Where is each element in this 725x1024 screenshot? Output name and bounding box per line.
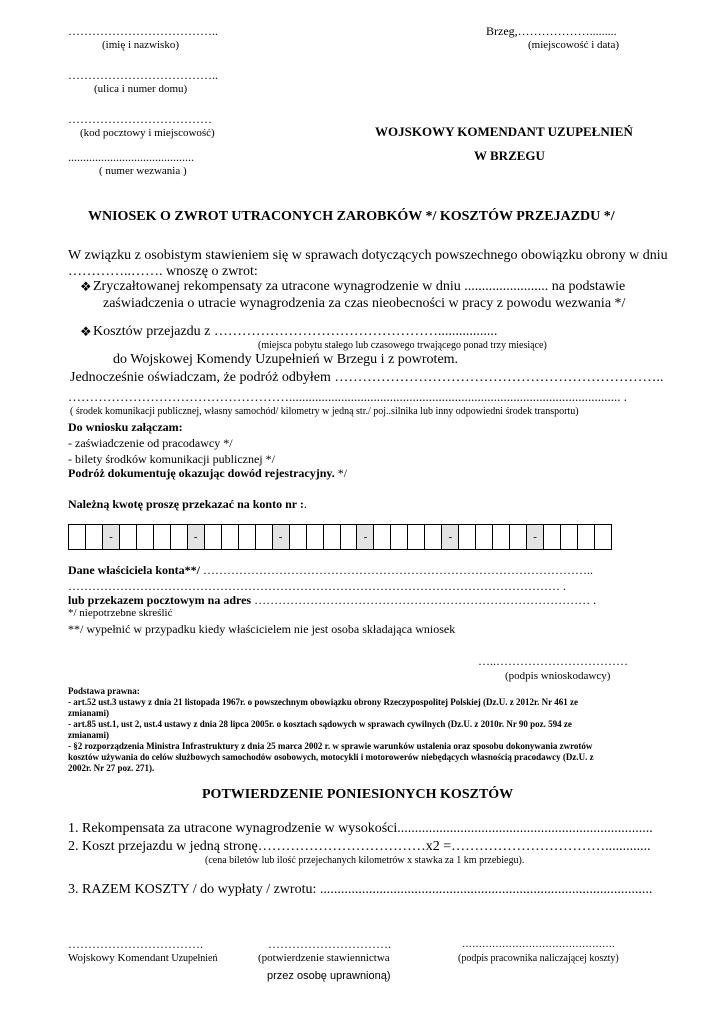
account-separator-cell: - [103,525,120,549]
account-digit-cell[interactable] [205,525,222,549]
account-digit-cell[interactable] [374,525,391,549]
attendance-signature-dots: …………………………. [268,937,391,951]
account-digit-cell[interactable] [341,525,358,549]
attachments-heading: Do wniosku załączam: [68,420,183,434]
account-digit-cell[interactable] [493,525,510,549]
account-digit-cell[interactable] [391,525,408,549]
account-digit-cell[interactable] [578,525,595,549]
account-separator-cell: - [188,525,205,549]
place-date-label: (miejscowość i data) [528,39,620,51]
street-dots: ……………………………….. [68,68,218,82]
commander-label-suffix: Uzupełnień [168,953,218,964]
summons-dots: .......................................... [68,150,194,164]
diamond-bullet-icon: ❖ [80,324,92,339]
form-title: WNIOSEK O ZWROT UTRACONYCH ZAROBKÓW */ KOSZTÓW PRZEJAZDU */ [88,209,615,224]
account-separator-cell: - [273,525,290,549]
account-separator-cell: - [442,525,459,549]
account-number-grid[interactable] [68,524,612,550]
attachment-tickets: - bilety środków komunikacji publicznej */ [68,452,275,466]
account-digit-cell[interactable] [239,525,256,549]
account-digit-cell[interactable] [256,525,273,549]
legal-basis-1a: - art.52 ust.3 ustawy z dnia 21 listopada 1967r. o powszechnym obowiązku obrony Rzeczypospolitej Polskiej (Dz.U. z 2012r. Nr 461 ze [68,697,578,707]
account-digit-cell[interactable] [307,525,324,549]
account-separator-cell: - [357,525,374,549]
street-label: (ulica i numer domu) [94,83,188,95]
applicant-signature-dots: …..…………………………… [478,654,628,668]
item-travel-line1: Kosztów przejazdu z …………………………………………................. [93,324,498,339]
account-digit-cell[interactable] [290,525,307,549]
legal-basis-2b: zmianami) [68,730,109,740]
commander-label: Wojskowy Komendant [68,952,169,964]
diamond-bullet-icon: ❖ [80,279,92,294]
confirmation-row-compensation: 1. Rekompensata za utracone wynagrodzenie w wysokości......................................................................... [68,821,653,836]
applicant-signature-label: (podpis wnioskodawcy) [505,670,611,682]
clerk-label: (podpis pracownika naliczającej koszty) [458,953,619,964]
owner-dots: …………………………………………………………………………………….. [200,563,593,577]
account-digit-cell[interactable] [120,525,137,549]
account-digit-cell[interactable] [561,525,578,549]
postal-label: (kod pocztowy i miejscowość) [80,127,215,139]
recipient-line1: WOJSKOWY KOMENDANT UZUPEŁNIEŃ [375,124,633,139]
postal-dots: ……………………………… [68,112,212,126]
travel-statement-line2: ……………………………………………...................................................................................................... . [68,389,627,404]
footnote-strike: */ niepotrzebne skreślić [68,607,173,619]
legal-basis-1b: zmianami) [68,708,109,718]
recipient-line2: W BRZEGU [474,148,545,163]
account-separator-cell: - [527,525,544,549]
intro-line1: W związku z osobistym stawieniem się w sprawach dotyczących powszechnego obowiązku obrony w dniu [68,248,668,263]
account-digit-cell[interactable] [595,525,611,549]
confirmation-row-travel-note: (cena biletów lub ilość przejechanych kilometrów x stawka za 1 km przebiegu). [205,855,525,866]
registration-mark: */ [334,466,348,480]
account-digit-cell[interactable] [459,525,476,549]
account-digit-cell[interactable] [69,525,86,549]
legal-basis-2a: - art.85 ust.1, ust 2, ust.4 ustawy z dnia 28 lipca 2005r. o kosztach sądowych w sprawach cywilnych (Dz.U. z 2010r. Nr 90 poz. 594 ze [68,719,572,729]
account-digit-cell[interactable] [324,525,341,549]
attendance-label-line2: przez osobę uprawnioną) [267,970,391,982]
name-dots: ……………………………….. [68,24,218,38]
place-date-line: Brzeg,………………......... [486,24,617,38]
account-digit-cell[interactable] [510,525,527,549]
account-digit-cell[interactable] [171,525,188,549]
account-digit-cell[interactable] [222,525,239,549]
clerk-signature-dots: ………………………………………. [462,939,615,950]
summons-label: ( numer wezwania ) [99,165,187,177]
item-travel-note: (miejsca pobytu stałego lub czasowego trwającego ponad trzy miesiące) [258,340,547,351]
legal-basis-3c: 2002r. Nr 27 poz. 271). [68,763,155,773]
attendance-label: (potwierdzenie stawiennictwa [258,952,390,964]
travel-statement-note: ( środek komunikacji publicznej, własny samochód/ kilometry w jedną str./ poj..silnika lub inny odpowiedni środek transportu) [70,406,579,417]
account-label: Należną kwotę proszę przekazać na konto nr : [68,497,304,511]
postal-order-dots: ………………………………………………………………………… . [251,593,597,607]
owner-line2: …………………………………………………………………………………………………………… . [68,579,566,593]
account-label-end: . [303,497,307,511]
confirmation-row-total: 3. RAZEM KOSZTY / do wypłaty / zwrotu: ............................................................................................... [68,882,653,897]
confirmation-row-travel: 2. Koszt przejazdu w jedną stronę………………………………x2 =……………………………............. [68,839,651,854]
legal-basis-3b: kosztów używania do celów służbowych samochodów osobowych, motocykli i motorowerów niebędących własnością pracodawcy (Dz.U. z [68,752,594,762]
attachment-employer: - zaświadczenie od pracodawcy */ [68,436,233,450]
account-digit-cell[interactable] [544,525,561,549]
legal-basis-3a: - §2 rozporządzenia Ministra Infrastruktury z dnia 25 marca 2002 r. w sprawie warunków ustalenia oraz sposobu dokonywania zwrotów [68,741,593,751]
confirmation-title: POTWIERDZENIE PONIESIONYCH KOSZTÓW [202,787,514,802]
name-label: (imię i nazwisko) [102,39,179,51]
legal-heading: Podstawa prawna: [68,686,140,696]
item-travel-line2: do Wojskowej Komendy Uzupełnień w Brzegu i z powrotem. [113,352,459,367]
account-digit-cell[interactable] [86,525,103,549]
owner-label: Dane właściciela konta**/ [68,563,200,577]
account-digit-cell[interactable] [425,525,442,549]
item-compensation-line2: zaświadczenia o utracie wynagrodzenia za czas nieobecności w pracy z powodu wezwania */ [103,296,626,311]
account-digit-cell[interactable] [408,525,425,549]
account-digit-cell[interactable] [154,525,171,549]
postal-order-label: lub przekazem pocztowym na adres [68,593,252,607]
intro-line2: …………..……. wnoszę o zwrot: [68,264,258,279]
travel-statement-line1: Jednocześnie oświadczam, że podróż odbyłem …………………………………………………………….. [70,370,664,385]
item-compensation-line1: Zryczałtowanej rekompensaty za utracone wynagrodzenie w dniu ........................ na podstawie [93,279,626,294]
footnote-owner: **/ wypełnić w przypadku kiedy właścicielem nie jest osoba składająca wniosek [68,622,456,636]
registration-statement: Podróż dokumentuję okazując dowód rejestracyjny. [68,466,335,480]
commander-signature-dots: ……………………………. [68,937,203,951]
account-digit-cell[interactable] [137,525,154,549]
account-digit-cell[interactable] [476,525,493,549]
